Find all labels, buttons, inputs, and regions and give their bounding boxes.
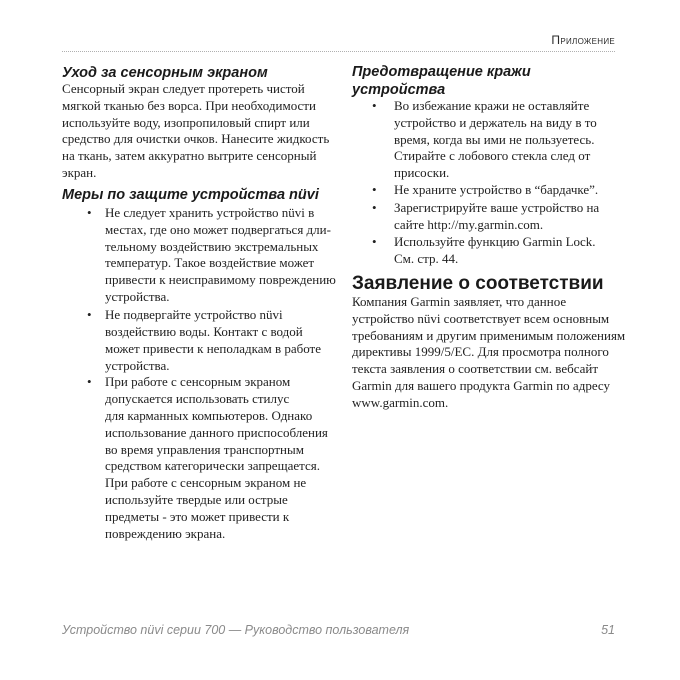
text-line: Зарегистрируйте ваше устройство на [394, 200, 600, 216]
text-line: на ткань, затем аккуратно вытрите сенсорный [62, 148, 317, 164]
text-line: привести к неисправимому повреждению [105, 272, 336, 288]
device-protection-list [62, 205, 334, 542]
text-line: устройства. [105, 357, 170, 373]
text-line: воздействию воды. Контакт с водой [105, 324, 303, 340]
bullet-marker: • [372, 200, 377, 216]
list-item [352, 182, 624, 199]
text-line: местах, где оно может подвергаться дли- [105, 221, 331, 237]
bullet-marker: • [87, 307, 92, 323]
list-item [62, 205, 334, 306]
text-line: При работе с сенсорным экраном [105, 374, 291, 390]
text-line: Стирайте с лобового стекла след от [394, 148, 591, 164]
text-line: тельному воздействию экстремальных [105, 238, 319, 254]
text-line: использование данного приспособления [105, 424, 328, 440]
text-line: директивы 1999/5/EC. Для просмотра полного [352, 344, 609, 360]
declaration-of-conformity-text [352, 294, 624, 412]
page-number: 51 [601, 623, 615, 637]
text-line: может привести к неполадкам в работе [105, 340, 322, 356]
text-line: средством категорически запрещается. [105, 458, 320, 474]
touchscreen-care-heading: Уход за сенсорным экраном [62, 65, 268, 81]
text-line: сайте http://my.garmin.com. [394, 217, 544, 233]
text-line: экран. [62, 164, 97, 180]
text-line: используйте воду, изопропиловый спирт или [62, 114, 310, 130]
text-line: устройство и держатель на виду в то [394, 114, 597, 130]
text-line: Не следует хранить устройство nüvi в [105, 205, 315, 220]
text-line: Не храните устройство в “бардачке”. [394, 181, 599, 197]
bullet-marker: • [87, 374, 92, 390]
text-line: Во избежание кражи не оставляйте [394, 98, 590, 113]
theft-prevention-list [352, 98, 624, 267]
text-line: время, когда вы ими не пользуетесь. [394, 131, 595, 147]
text-line: средство для очистки очков. Нанесите жидкость [62, 131, 330, 147]
header-divider [62, 51, 615, 52]
text-line: При работе с сенсорным экраном не [105, 475, 307, 491]
list-item [352, 234, 624, 268]
heading-line: устройства [352, 82, 446, 98]
text-line: температур. Такое воздействие может [105, 255, 315, 271]
text-line: Не подвергайте устройство nüvi [105, 307, 283, 323]
text-line: требованиям и другим применимым положениям [352, 327, 626, 343]
heading-line: Предотвращение кражи [352, 64, 531, 80]
touchscreen-care-text [62, 81, 334, 182]
text-line: во время управления транспортным [105, 441, 304, 457]
text-line: Сенсорный экран следует протереть чистой [62, 81, 305, 96]
list-item [352, 98, 624, 182]
list-item [352, 200, 624, 234]
text-line: предметы - это может привести к [105, 508, 290, 524]
text-line: повреждению экрана. [105, 525, 226, 541]
text-line: присоски. [394, 165, 450, 181]
section-title: Приложение [551, 33, 615, 47]
text-line: для карманных компьютеров. Однако [105, 408, 313, 424]
text-line: мягкой тканью без ворса. При необходимости [62, 97, 316, 113]
text-line: устройства. [105, 288, 170, 304]
bullet-marker: • [372, 233, 377, 249]
text-line: Garmin для вашего продукта Garmin по адресу [352, 377, 611, 393]
text-line: допускается использовать стилус [105, 391, 290, 407]
list-item [62, 307, 334, 374]
running-header [551, 33, 615, 47]
bullet-marker: • [87, 205, 92, 220]
text-line: Компания Garmin заявляет, что данное [352, 294, 567, 309]
text-line: Используйте функцию Garmin Lock. [394, 233, 596, 249]
device-protection-heading: Меры по защите устройства nüvi [62, 187, 319, 203]
declaration-of-conformity-heading: Заявление о соответствии [352, 273, 604, 294]
text-line: См. стр. 44. [394, 250, 459, 266]
text-line: текста заявления о соответствии см. вебсайт [352, 361, 599, 377]
bullet-marker: • [372, 181, 377, 197]
text-line: www.garmin.com. [352, 394, 449, 410]
footer-document-title: Устройство nüvi серии 700 — Руководство пользователя [62, 623, 410, 637]
text-line: используйте твердые или острые [105, 492, 288, 508]
theft-prevention-heading [352, 63, 531, 99]
bullet-marker: • [372, 98, 377, 113]
list-item [62, 374, 334, 542]
text-line: устройство nüvi соответствует всем основным [352, 310, 610, 326]
